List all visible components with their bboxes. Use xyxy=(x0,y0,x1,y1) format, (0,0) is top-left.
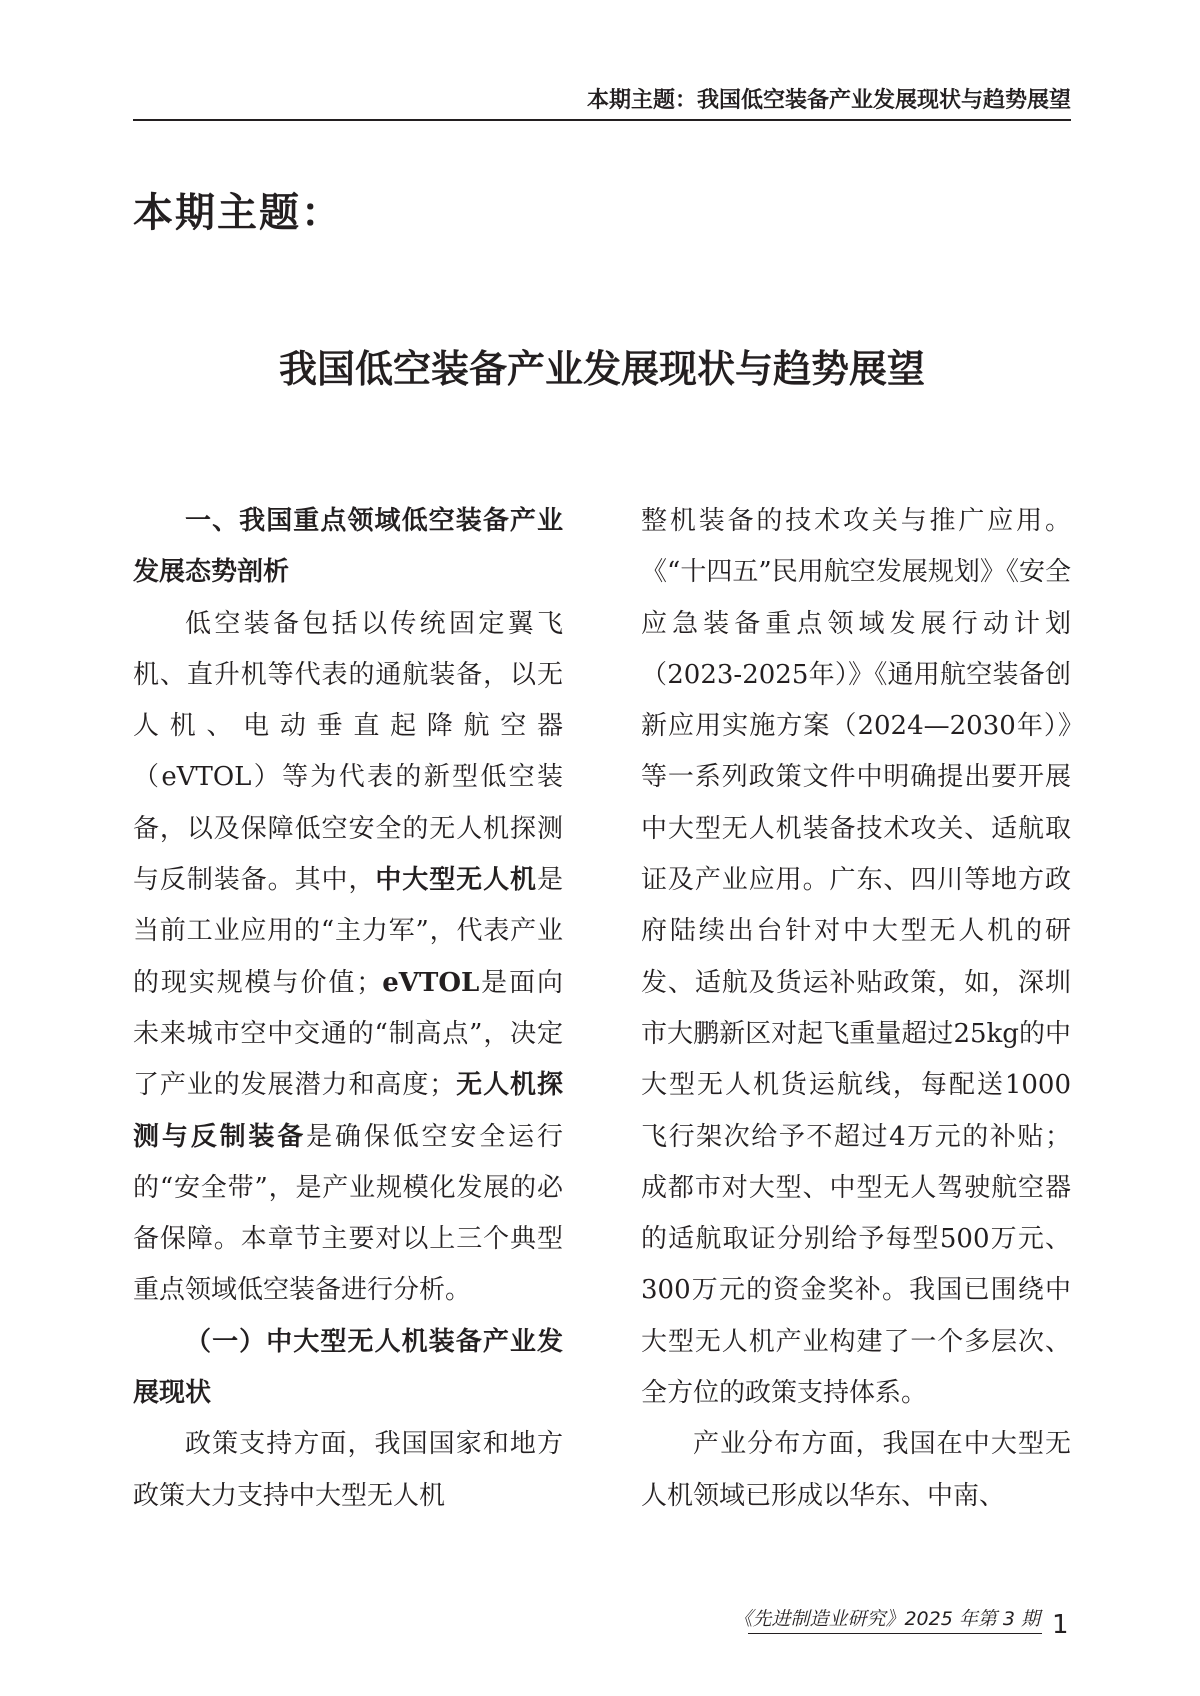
left-column xyxy=(133,496,563,1522)
header-rule xyxy=(133,119,1071,121)
right-column xyxy=(641,496,1071,1522)
article-title: 我国低空装备产业发展现状与趋势展望 xyxy=(278,346,925,391)
keyword-evtol: eVTOL xyxy=(382,967,480,998)
paragraph-1-text-2: 是当前工业应用的“主力军”，代表产业的现实规模与价值； xyxy=(133,865,563,998)
footer-journal-citation: 《先进制造业研究》2025 年第 3 期 xyxy=(733,1608,1040,1630)
paragraph-1-text-4: 是确保低空安全运行的“安全带”，是产业规模化发展的必备保障。本章节主要对以上三个典型重点领域低空装备进行分析。 xyxy=(133,1121,563,1306)
paragraph-2-start: 政策支持方面，我国国家和地方政策大力支持中大型无人机 xyxy=(133,1429,563,1511)
paragraph-1-text-1: 低空装备包括以传统固定翼飞机、直升机等代表的通航装备，以无人机、电动垂直起降航空器（eVTOL）等为代表的新型低空装备，以及保障低空安全的无人机探测与反制装备。其中， xyxy=(133,608,563,896)
section-label: 本期主题： xyxy=(133,190,343,236)
footer-rule xyxy=(748,1633,1042,1634)
paragraph-1 xyxy=(133,599,563,1317)
section-heading-1: 一、我国重点领域低空装备产业发展态势剖析 xyxy=(133,506,563,588)
paragraph-3-start: 产业分布方面，我国在中大型无人机领域已形成以华东、中南、 xyxy=(641,1429,1071,1511)
paragraph-2-continued: 整机装备的技术攻关与推广应用。《“十四五”民用航空发展规划》《安全应急装备重点领域发展行动计划（2023-2025年）》《通用航空装备创新应用实施方案（2024—2030年）》等一系列政策文件中明确提出要开展中大型无人机装备技术攻关、适航取证及产业应用。广东、四川等地方政府陆续出台针对中大型无人机的研发、适航及货运补贴政策，如，深圳市大鹏新区对起飞重量超过25kg的中大型无人机货运航线，每配送1000飞行架次给予不超过4万元的补贴；成都市对大型、中型无人驾驶航空器的适航取证分别给予每型500万元、300万元的资金奖补。我国已围绕中大型无人机产业构建了一个多层次、全方位的政策支持体系。 xyxy=(641,506,1071,1409)
keyword-medium-large-uav: 中大型无人机 xyxy=(375,865,537,896)
paragraph-1-text-3: 是面向未来城市空中交通的“制高点”，决定了产业的发展潜力和高度； xyxy=(133,967,563,1101)
page-number: 1 xyxy=(1052,1610,1069,1640)
keyword-counter-uav: 无人机探测与反制装备 xyxy=(133,1070,563,1152)
running-header: 本期主题：我国低空装备产业发展现状与趋势展望 xyxy=(586,88,1071,113)
section-heading-2: （一）中大型无人机装备产业发展现状 xyxy=(133,1326,563,1409)
